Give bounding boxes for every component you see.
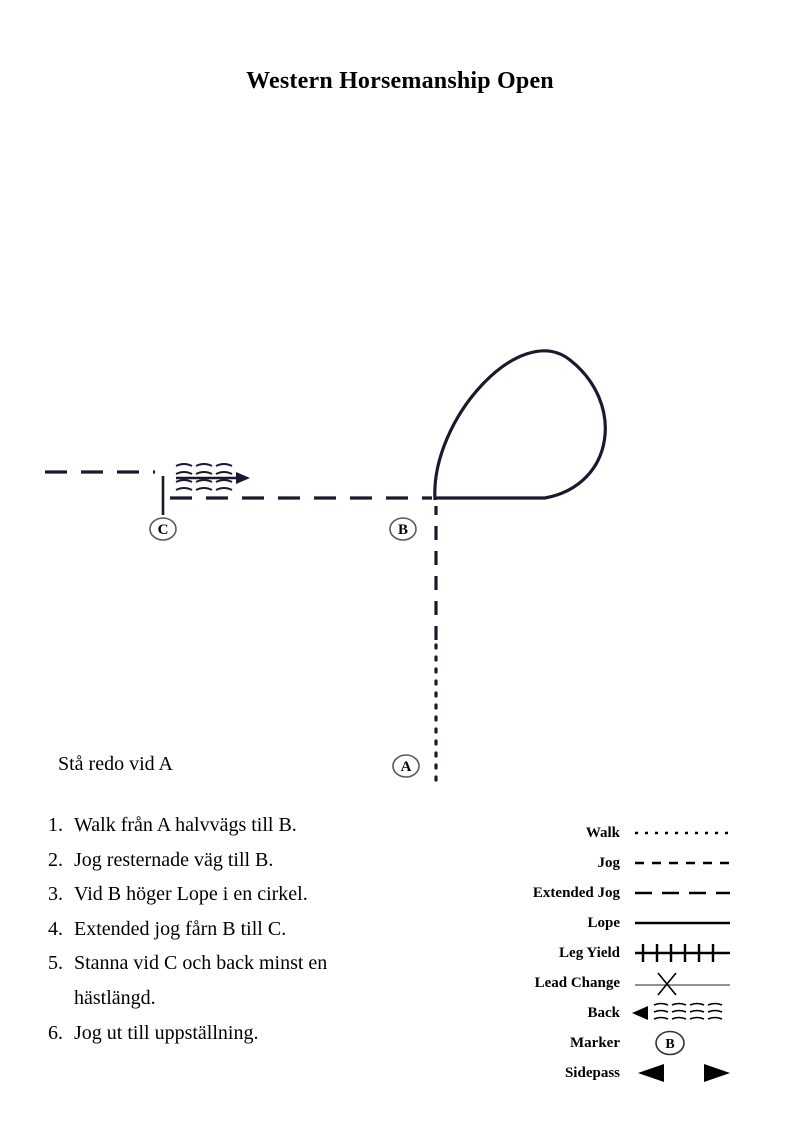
- legend-row-lope: [470, 908, 750, 938]
- list-item: 2. Jog resternade väg till B.: [68, 843, 370, 878]
- svg-text:B: B: [397, 522, 409, 538]
- legend-label: Extended Jog: [532, 884, 620, 901]
- legend-label: Leg Yield: [559, 944, 620, 961]
- legend-row-sidepass: [470, 1058, 750, 1088]
- lope-circle-path: [435, 351, 605, 500]
- legend-label: Back: [587, 1004, 620, 1021]
- pattern-diagram: [0, 300, 800, 820]
- back-symbol: [176, 464, 250, 490]
- walk-symbol-icon: [630, 819, 740, 847]
- legend-row-marker: [470, 1028, 750, 1058]
- legend-row-extended-jog: [470, 878, 750, 908]
- legend-row-lead-change: [470, 968, 750, 998]
- pattern-steps-list: [40, 808, 370, 1050]
- legend-label: Marker: [570, 1034, 620, 1051]
- marker-c: [150, 518, 176, 540]
- svg-text:A: A: [400, 759, 412, 775]
- legend-label: Jog: [597, 854, 620, 871]
- list-item: 1. Walk från A halvvägs till B.: [68, 808, 370, 843]
- legend-label: Lope: [587, 914, 620, 931]
- extended-jog-symbol-icon: [630, 879, 740, 907]
- legend-row-jog: [470, 848, 750, 878]
- lead-change-symbol-icon: [630, 969, 740, 997]
- list-item: 4. Extended jog fårn B till C.: [68, 912, 370, 947]
- legend-row-back: [470, 998, 750, 1028]
- list-item: 5. Stanna vid C och back minst en hästlängd.: [68, 946, 370, 1015]
- legend-row-leg-yield: [470, 938, 750, 968]
- marker-symbol-icon: [630, 1029, 740, 1057]
- lope-symbol-icon: [630, 909, 740, 937]
- sidepass-symbol-icon: [630, 1059, 740, 1087]
- leg-yield-symbol-icon: [630, 939, 740, 967]
- svg-text:B: B: [665, 1037, 675, 1052]
- legend-row-walk: [470, 818, 750, 848]
- back-symbol-icon: [630, 999, 740, 1027]
- marker-a: [393, 755, 419, 777]
- jog-symbol-icon: [630, 849, 740, 877]
- legend: [470, 818, 750, 1088]
- legend-label: Sidepass: [564, 1064, 620, 1081]
- list-item: 3. Vid B höger Lope i en cirkel.: [68, 877, 370, 912]
- page-title: Western Horsemanship Open: [246, 68, 554, 94]
- ready-position-text: Stå redo vid A: [58, 753, 173, 775]
- marker-b: [390, 518, 416, 540]
- legend-label: Walk: [585, 824, 620, 841]
- list-item: 6. Jog ut till uppställning.: [68, 1016, 370, 1051]
- svg-text:C: C: [157, 522, 169, 538]
- legend-label: Lead Change: [534, 974, 620, 991]
